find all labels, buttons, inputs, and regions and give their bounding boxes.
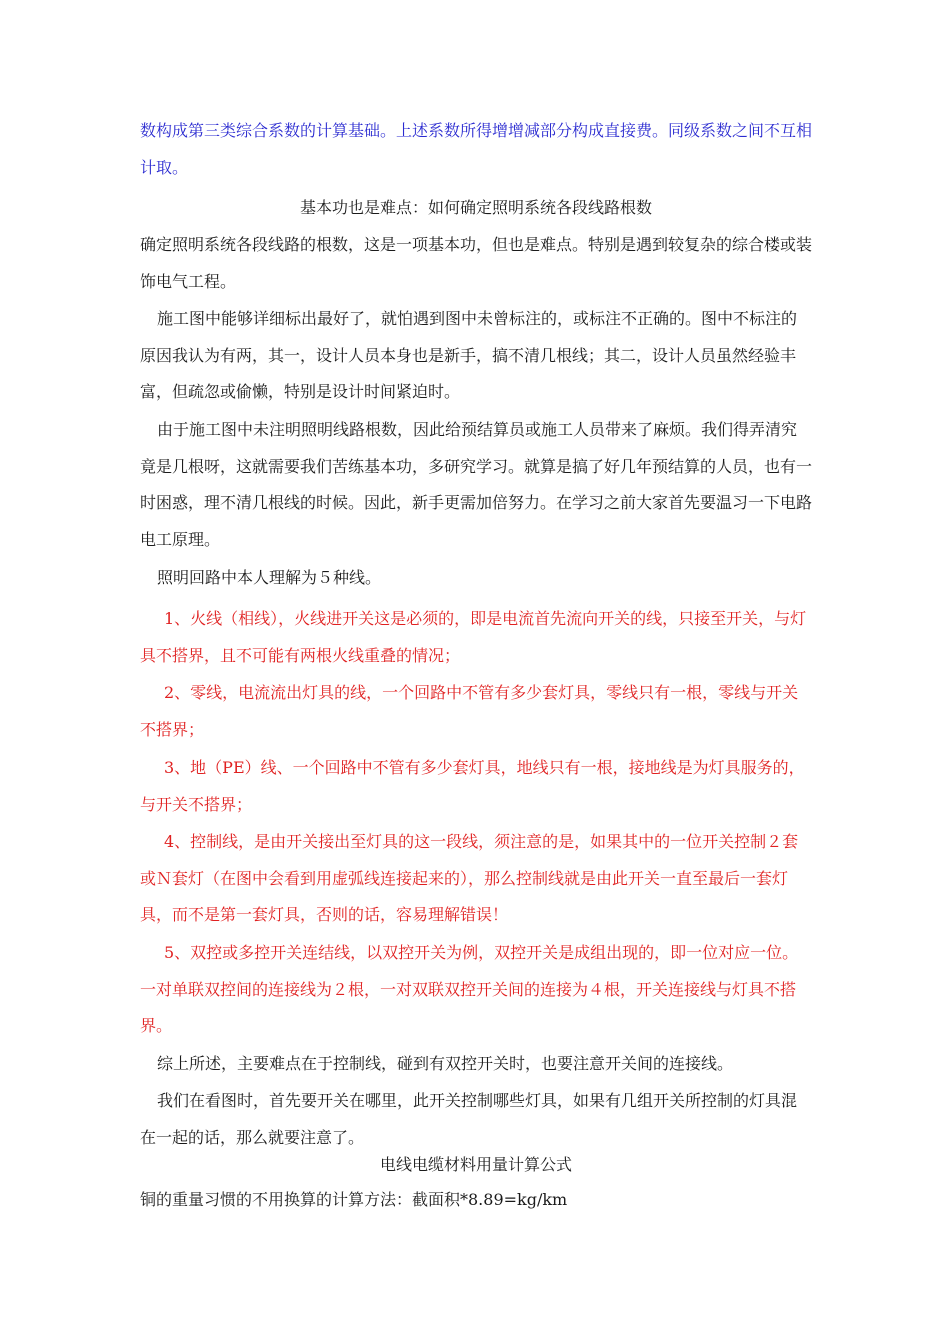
- section-heading-wiring-count: 基本功也是难点：如何确定照明系统各段线路根数: [299, 198, 652, 217]
- list-item-ground-wire: 3、地（PE）线、一个回路中不管有多少套灯具，地线只有一根，接地线是为灯具服务的，与开关不搭界；: [140, 758, 805, 814]
- list-item-control-wire: 4、控制线，是由开关接出至灯具的这一段线，须注意的是，如果其中的一位开关控制２套或Ｎ套灯（在图中会看到用虚弧线连接起来的），那么控制线就是由此开关一直至最后一套灯具，而不是第一套灯具，否则的话，容易理解错误！: [140, 832, 799, 924]
- paragraph-unlabeled-drawings: 施工图中能够详细标出最好了，就怕遇到图中未曾标注的，或标注不正确的。图中不标注的原因我认为有两，其一，设计人员本身也是新手，搞不清几根线；其二，设计人员虽然经验丰富，但疏忽或偷懒，特别是设计时间紧迫时。: [140, 309, 798, 401]
- paragraph-summary: 综上所述，主要难点在于控制线，碰到有双控开关时，也要注意开关间的连接线。: [157, 1054, 734, 1073]
- paragraph-copper-weight-formula: 铜的重量习惯的不用换算的计算方法：截面积*8.89=kg/km: [140, 1190, 568, 1209]
- list-item-live-wire: 1、火线（相线），火线进开关这是必须的，即是电流首先流向开关的线，只接至开关，与灯具不搭界，且不可能有两根火线重叠的情况；: [140, 609, 807, 665]
- paragraph-troubles: 由于施工图中未注明照明线路根数，因此给预结算员或施工人员带来了麻烦。我们得弄清究竟是几根呀，这就需要我们苦练基本功，多研究学习。就算是搞了好几年预结算的人员，也有一时困惑，理不清几根线的时候。因此，新手更需加倍努力。在学习之前大家首先要温习一下电路电工原理。: [140, 420, 813, 549]
- list-item-neutral-wire: 2、零线，电流流出灯具的线，一个回路中不管有多少套灯具，零线只有一根，零线与开关不搭界；: [140, 683, 799, 739]
- list-item-switch-link-wire: 5、双控或多控开关连结线，以双控开关为例，双控开关是成组出现的，即一位对应一位。一对单联双控间的连接线为２根，一对双联双控开关间的连接为４根，开关连接线与灯具不搭界。: [140, 943, 799, 1035]
- paragraph-basic-skill: 确定照明系统各段线路的根数，这是一项基本功，但也是难点。特别是遇到较复杂的综合楼或装饰电气工程。: [140, 235, 813, 291]
- paragraph-five-wires: 照明回路中本人理解为５种线。: [157, 568, 382, 587]
- intro-tail-paragraph: 数构成第三类综合系数的计算基础。上述系数所得增增减部分构成直接费。同级系数之间不互相计取。: [140, 121, 813, 177]
- paragraph-reading-drawings: 我们在看图时，首先要开关在哪里，此开关控制哪些灯具，如果有几组开关所控制的灯具混在一起的话，那么就要注意了。: [140, 1091, 798, 1147]
- section-heading-cable-formula: 电线电缆材料用量计算公式: [379, 1155, 572, 1174]
